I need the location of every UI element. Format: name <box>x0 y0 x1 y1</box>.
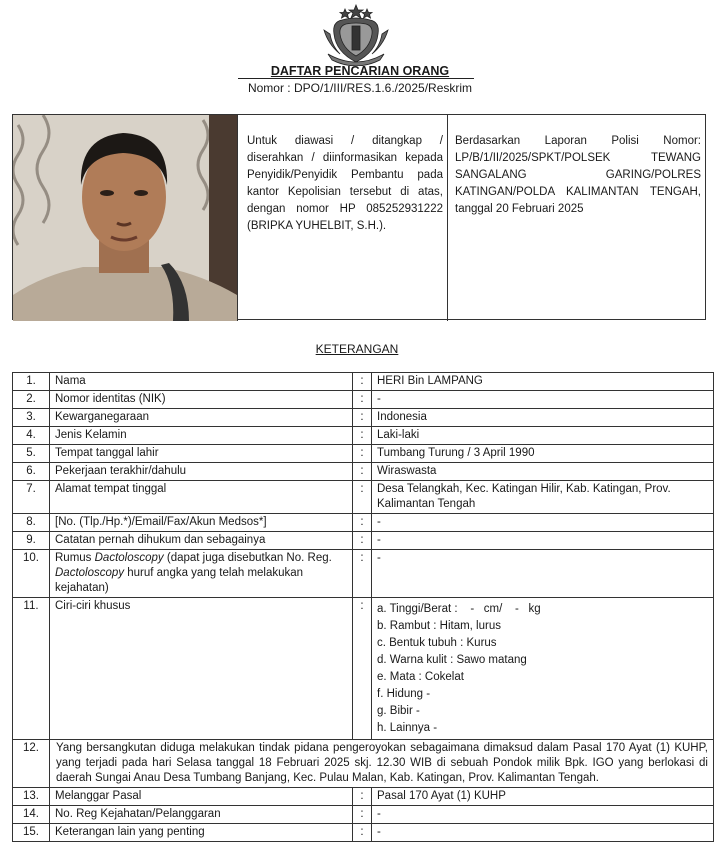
keterangan-heading: KETERANGAN <box>315 342 399 356</box>
row-separator: : <box>353 409 372 427</box>
row-number: 10. <box>13 550 50 598</box>
row-separator: : <box>353 373 372 391</box>
table-row <box>13 598 714 740</box>
row-label: Melanggar Pasal <box>50 788 353 806</box>
table-row <box>13 463 714 481</box>
title-underline <box>238 78 474 79</box>
row-separator: : <box>353 427 372 445</box>
table-row <box>13 409 714 427</box>
row-value: - <box>372 824 714 842</box>
row-value <box>372 598 714 740</box>
row-value: - <box>372 391 714 409</box>
row-separator: : <box>353 391 372 409</box>
row-number: 5. <box>13 445 50 463</box>
table-row <box>13 445 714 463</box>
header-box <box>12 114 706 320</box>
row-number: 13. <box>13 788 50 806</box>
table-row <box>13 806 714 824</box>
row-number: 14. <box>13 806 50 824</box>
ciri-item: h. Lainnya - <box>377 722 438 734</box>
row-number: 1. <box>13 373 50 391</box>
row-label: No. Reg Kejahatan/Pelanggaran <box>50 806 353 824</box>
document-title: DAFTAR PENCARIAN ORANG <box>270 64 450 78</box>
row-number: 6. <box>13 463 50 481</box>
row-label: Ciri-ciri khusus <box>50 598 353 740</box>
row-label: Pekerjaan terakhir/dahulu <box>50 463 353 481</box>
row-separator: : <box>353 824 372 842</box>
table-row <box>13 481 714 514</box>
row-label: Kewarganegaraan <box>50 409 353 427</box>
row-number: 15. <box>13 824 50 842</box>
suspect-photo <box>13 115 238 321</box>
label-part: Rumus <box>55 552 95 564</box>
label-part: (dapat juga disebutkan No. Reg. <box>163 552 332 564</box>
table-row <box>13 514 714 532</box>
row-label: [No. (Tlp./Hp.*)/Email/Fax/Akun Medsos*] <box>50 514 353 532</box>
row-separator: : <box>353 550 372 598</box>
row-number: 8. <box>13 514 50 532</box>
row-label <box>50 550 353 598</box>
row-separator: : <box>353 598 372 740</box>
row-separator: : <box>353 514 372 532</box>
table-row <box>13 427 714 445</box>
instruction-text: Untuk diawasi / ditangkap / diserahkan / diinformasikan kepada Penyidik/Penyidik Pembantu pada kantor Kepolisian tersebut di atas, dengan nomor HP 085252931222 (BRIPKA YUHELBIT, S.H.). <box>247 135 443 232</box>
label-italic: Dactoloscopy <box>55 567 125 579</box>
row-label: Keterangan lain yang penting <box>50 824 353 842</box>
table-row <box>13 788 714 806</box>
row-value: Wiraswasta <box>372 463 714 481</box>
row-value: - <box>372 532 714 550</box>
row-number: 11. <box>13 598 50 740</box>
row-value: - <box>372 806 714 824</box>
table-row <box>13 532 714 550</box>
table-row <box>13 373 714 391</box>
ciri-item: b. Rambut : Hitam, lurus <box>377 620 501 632</box>
row-value: Tumbang Turung / 3 April 1990 <box>372 445 714 463</box>
row-number: 7. <box>13 481 50 514</box>
row-value: - <box>372 514 714 532</box>
row-label: Nama <box>50 373 353 391</box>
row-label: Nomor identitas (NIK) <box>50 391 353 409</box>
police-report-text: Berdasarkan Laporan Polisi Nomor: LP/B/1/II/2025/SPKT/POLSEK TEWANG SANGALANG GARING/POLRES KATINGAN/POLDA KALIMANTAN TENGAH, tanggal 20 Februari 2025 <box>455 135 701 215</box>
row-label: Catatan pernah dihukum dan sebagainya <box>50 532 353 550</box>
row-separator: : <box>353 532 372 550</box>
row-number: 12. <box>13 740 50 788</box>
row-separator: : <box>353 806 372 824</box>
row-label: Tempat tanggal lahir <box>50 445 353 463</box>
label-part: huruf angka yang telah melakukan kejahatan) <box>55 567 304 594</box>
row-value: Indonesia <box>372 409 714 427</box>
document-number: Nomor : DPO/1/III/RES.1.6./2025/Reskrim <box>247 81 473 95</box>
ciri-item: f. Hidung - <box>377 688 431 700</box>
table-row <box>13 824 714 842</box>
incident-description: Yang bersangkutan diduga melakukan tindak pidana pengeroyokan sebagaimana dimaksud dalam Pasal 170 Ayat (1) KUHP, yang terjadi pada hari Selasa tanggal 18 Februari 2025 skj. 12.30 WIB di sebuah Pondok milik Bpk. IGO yang berlokasi di daerah Sungai Anau Desa Tumbang Banjang, Kec. Pulau Malan, Kab. Katingan, Prov. Kalimantan Tengah. <box>50 740 714 788</box>
ciri-item: c. Bentuk tubuh : Kurus <box>377 637 497 649</box>
ciri-item: d. Warna kulit : Sawo matang <box>377 654 527 666</box>
row-number: 9. <box>13 532 50 550</box>
row-label: Jenis Kelamin <box>50 427 353 445</box>
row-value: Laki-laki <box>372 427 714 445</box>
row-separator: : <box>353 481 372 514</box>
row-value: Desa Telangkah, Kec. Katingan Hilir, Kab. Katingan, Prov. Kalimantan Tengah <box>372 481 714 514</box>
table-row <box>13 550 714 598</box>
row-number: 4. <box>13 427 50 445</box>
row-value: - <box>372 550 714 598</box>
ciri-item: e. Mata : Cokelat <box>377 671 464 683</box>
row-separator: : <box>353 788 372 806</box>
police-emblem-icon <box>318 4 394 66</box>
row-number: 2. <box>13 391 50 409</box>
row-number: 3. <box>13 409 50 427</box>
row-label: Alamat tempat tinggal <box>50 481 353 514</box>
ciri-item: a. Tinggi/Berat : - cm/ - kg <box>377 603 541 615</box>
table-row <box>13 391 714 409</box>
row-value: HERI Bin LAMPANG <box>372 373 714 391</box>
row-separator: : <box>353 463 372 481</box>
column-divider <box>447 115 448 321</box>
row-separator: : <box>353 445 372 463</box>
ciri-item: g. Bibir - <box>377 705 420 717</box>
label-italic: Dactoloscopy <box>94 552 164 564</box>
suspect-details-table <box>12 372 714 842</box>
table-row <box>13 740 714 788</box>
row-value: Pasal 170 Ayat (1) KUHP <box>372 788 714 806</box>
